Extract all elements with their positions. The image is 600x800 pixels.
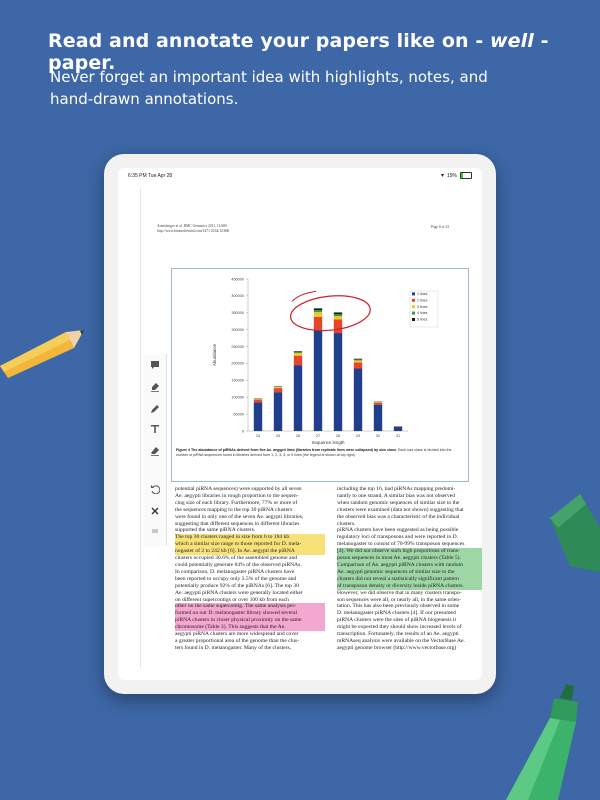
text-line: son sequences were all, or nearly all, in the same orien- <box>337 596 461 603</box>
text-line: on different supercontigs or over 100 kb from each <box>175 596 289 603</box>
text-line: a greater proportional area of the genome than the clus- <box>175 637 300 644</box>
subheadline <box>50 66 530 110</box>
bar-segment <box>294 352 302 353</box>
pencil-illustration <box>0 318 90 378</box>
text-line: suggesting that different sequences in different libraries <box>175 520 300 527</box>
text-line: clusters did not reveal a statistically significant pattern <box>337 576 482 583</box>
pen-icon[interactable] <box>148 402 162 416</box>
text-line: supported the same piRNA clusters. <box>175 527 256 534</box>
text-line: [4]. We did not observe such high proportions of trans- <box>337 548 482 555</box>
x-tick-label: 27 <box>315 434 321 438</box>
text-line: transcription. Fortunately, the results of an Ae. aegypti <box>337 631 459 638</box>
menu-icon[interactable] <box>148 524 162 538</box>
comment-icon[interactable] <box>148 358 162 372</box>
paper-header-citation: Arensburger et al. BMC Genomics 2011, 12:606 <box>157 224 227 228</box>
bar-segment <box>314 308 322 310</box>
legend-swatch <box>412 318 415 321</box>
bar-segment <box>394 427 402 431</box>
paper-page[interactable] <box>140 188 469 668</box>
bar-segment <box>334 320 342 334</box>
battery-percent: 19% <box>446 172 457 179</box>
text-line: the observed bias was a characteristic of the individual <box>337 513 460 520</box>
text-line: clusters were examined (data not shown) suggesting that <box>337 506 464 513</box>
bar-segment <box>294 351 302 352</box>
text-line: which a similar size range to those reported for D. mela- <box>175 541 325 548</box>
x-tick-label: 28 <box>335 434 341 438</box>
bar-segment <box>374 402 382 403</box>
bar-segment <box>314 330 322 431</box>
marker-illustration <box>488 680 600 800</box>
annotation-toolbar <box>144 354 167 546</box>
text-line: ters found in D. melanogaster. Many of the clusters, <box>175 644 292 651</box>
figure-4 <box>171 268 469 482</box>
highlighter-icon[interactable] <box>148 380 162 394</box>
y-tick-label: 200000 <box>231 361 244 366</box>
bar-chart <box>172 269 468 447</box>
y-tick-label: 0 <box>241 429 244 434</box>
x-tick-label: 30 <box>375 434 381 438</box>
text-line: cing size of each library. Furthermore, 77% or more of <box>175 499 298 506</box>
caption-rest: . Each size class is divided into the number of piRNA sequences found in libraries derived from 1, 2, 3, 4, or 5 lines (the legend is shown at top right). <box>176 448 452 457</box>
x-axis-label: Sequence length <box>311 440 345 445</box>
y-tick-label: 250000 <box>231 344 244 349</box>
text-line: The top 30 clusters ranged in size from 6 to 184 kb <box>175 534 325 541</box>
legend-swatch <box>412 292 415 295</box>
bar-segment <box>254 402 262 431</box>
text-line: piRNA clusters in closer physical proximity on the same <box>175 617 325 624</box>
paper-header-url: http://www.biomedcentral.com/1471-2164/12/606 <box>157 229 230 233</box>
text-line: nogaster of 2 to 242 kb [6]. In Ae. aegypti the piRNA <box>175 548 325 555</box>
bar-segment <box>294 365 302 431</box>
battery-icon <box>460 172 472 179</box>
bar-segment <box>274 387 282 388</box>
y-tick-label: 100000 <box>231 395 244 400</box>
y-tick-label: 150000 <box>231 378 244 383</box>
bar-segment <box>274 392 282 431</box>
bar-segment <box>354 359 362 360</box>
text-icon[interactable] <box>148 422 162 436</box>
caption-bold: Figure 4 The abundance of piRNAs derived from five Ae. aegypti lines (libraries from replicate lines were collapsed) by size class <box>176 448 396 452</box>
text-line: Ae. aegypti libraries in rough proportion to the sequen- <box>175 492 299 499</box>
figure-caption <box>176 448 464 458</box>
hand-drawn-circle-annotation <box>289 292 372 334</box>
text-line: the sequences mapping to the top 30 piRNA clusters <box>175 506 293 513</box>
text-line: been reported to occupy only 3.5% of the genome and <box>175 575 297 582</box>
text-line: clusters. <box>337 520 356 527</box>
text-line: could potentially generate 84% of the observed piRNAs. <box>175 561 302 568</box>
bar-segment <box>294 356 302 365</box>
text-line: melanogaster to consist of 70-99% transposon sequences <box>337 541 465 548</box>
paper-header <box>157 224 229 234</box>
close-icon[interactable] <box>148 504 162 518</box>
text-line: including the top 16, had piRNAs mapping predomi- <box>337 486 456 492</box>
text-column-left <box>175 486 325 652</box>
text-line: when random genomic sequences of similar size to the <box>337 499 460 506</box>
bar-segment <box>334 312 342 314</box>
legend-label: 3 lines <box>417 304 428 309</box>
text-line: potential piRNA sequences) were supported by all seven <box>175 486 302 492</box>
undo-icon[interactable] <box>148 482 162 496</box>
text-line: were found in only one of the seven Ae. aegypti libraries, <box>175 513 304 520</box>
text-line: potentially produce 92% of the piRNAs [6]. The top 30 <box>175 582 299 589</box>
headline-emphasis: well <box>490 30 534 52</box>
x-tick-label: 31 <box>395 434 401 438</box>
bar-segment <box>274 388 282 392</box>
legend-label: 5 lines <box>417 317 428 322</box>
status-bar <box>118 168 482 184</box>
text-line: regulatory loci of transposons and were reported in D. <box>337 534 459 541</box>
text-line: of transposon density or diversity inside piRNA clusters. <box>337 583 482 590</box>
legend-swatch <box>412 305 415 308</box>
bar-segment <box>374 405 382 431</box>
x-tick-label: 24 <box>255 434 261 438</box>
text-column-right <box>337 486 482 652</box>
legend-swatch <box>412 299 415 302</box>
text-line: Ae. aegypti genomic sequences of similar size to the <box>337 569 482 576</box>
bar-segment <box>274 387 282 388</box>
x-tick-label: 29 <box>355 434 361 438</box>
tablet-screen <box>118 168 482 680</box>
y-tick-label: 350000 <box>231 311 244 316</box>
legend-label: 4 lines <box>417 311 428 316</box>
text-line: might be expected they should show increased levels of <box>337 624 462 631</box>
bar-segment <box>314 317 322 330</box>
subheadline-line1: Never forget an important idea with highlights, notes, and <box>50 68 488 86</box>
eraser-icon[interactable] <box>148 444 162 458</box>
text-line: formed on our D. melanogaster library showed several <box>175 610 325 617</box>
y-tick-label: 300000 <box>231 327 244 332</box>
text-line: other on the same supercontig. The same analysis per- <box>175 603 325 610</box>
headline-part1: Read and annotate your papers like on - <box>48 30 491 52</box>
y-axis-label: Abundance <box>212 343 217 367</box>
bar-segment <box>374 403 382 405</box>
text-line: Ae. aegypti piRNA clusters were generally located either <box>175 589 303 596</box>
text-line: poson sequences in most Ae. aegypti clusters (Table 5). <box>337 555 482 562</box>
status-right <box>441 172 472 179</box>
bar-segment <box>354 369 362 431</box>
bar-segment <box>334 316 342 319</box>
text-line: mRNAseq analysis were available on the VectorBase Ae. <box>337 637 465 644</box>
bar-segment <box>354 359 362 360</box>
subheadline-line2: hand-drawn annotations. <box>50 90 239 108</box>
marker-cap-illustration <box>540 488 600 572</box>
bar-segment <box>354 360 362 362</box>
x-tick-label: 25 <box>275 434 281 438</box>
text-line: aegypti piRNA clusters are more widespread and cover <box>175 631 299 638</box>
y-tick-label: 50000 <box>233 412 244 417</box>
page-number: Page 8 of 23 <box>431 225 450 229</box>
text-line: However, we did observe that in many clusters transpo- <box>337 589 462 596</box>
bar-segment <box>294 353 302 356</box>
status-time: 6:35 PM Tue Apr 28 <box>128 173 173 179</box>
y-tick-label: 450000 <box>231 277 244 282</box>
text-line: piRNA clusters have been suggested as being possible <box>337 527 459 534</box>
bar-segment <box>334 314 342 316</box>
y-tick-label: 400000 <box>231 294 244 299</box>
legend-swatch <box>412 312 415 315</box>
text-line: tation. This has also been previously observed in some <box>337 603 460 610</box>
text-line: In comparison, D. melanogaster piRNA clusters have <box>175 568 295 575</box>
legend-label: 2 lines <box>417 298 428 303</box>
wifi-icon: ▾ <box>440 173 444 179</box>
text-line: nantly to one strand. A similar bias was not observed <box>337 492 456 499</box>
bar-segment <box>314 312 322 317</box>
tablet-device <box>104 154 496 694</box>
text-line: D. melanogaster piRNA clusters [4]. If our presumed <box>337 610 456 617</box>
x-tick-label: 26 <box>295 434 301 438</box>
text-line: piRNA clusters were the sites of piRNA biogenesis it <box>337 617 457 624</box>
bar-segment <box>334 333 342 431</box>
bar-segment <box>254 400 262 403</box>
text-line: chromosome (Table 3). This suggests that the Ae. <box>175 624 325 631</box>
text-line: aegypti genome browser (http://www.vectorbase.org) <box>337 644 457 651</box>
legend-label: 1 lines <box>417 292 428 296</box>
text-line: Comparison of Ae. aegypti piRNA clusters with random <box>337 562 482 569</box>
bar-segment <box>354 362 362 368</box>
bar-segment <box>254 399 262 400</box>
text-line: clusters occupied 30.6% of the assembled genome and <box>175 555 298 562</box>
headline-part2: - paper. <box>48 30 549 74</box>
bar-segment <box>314 310 322 312</box>
